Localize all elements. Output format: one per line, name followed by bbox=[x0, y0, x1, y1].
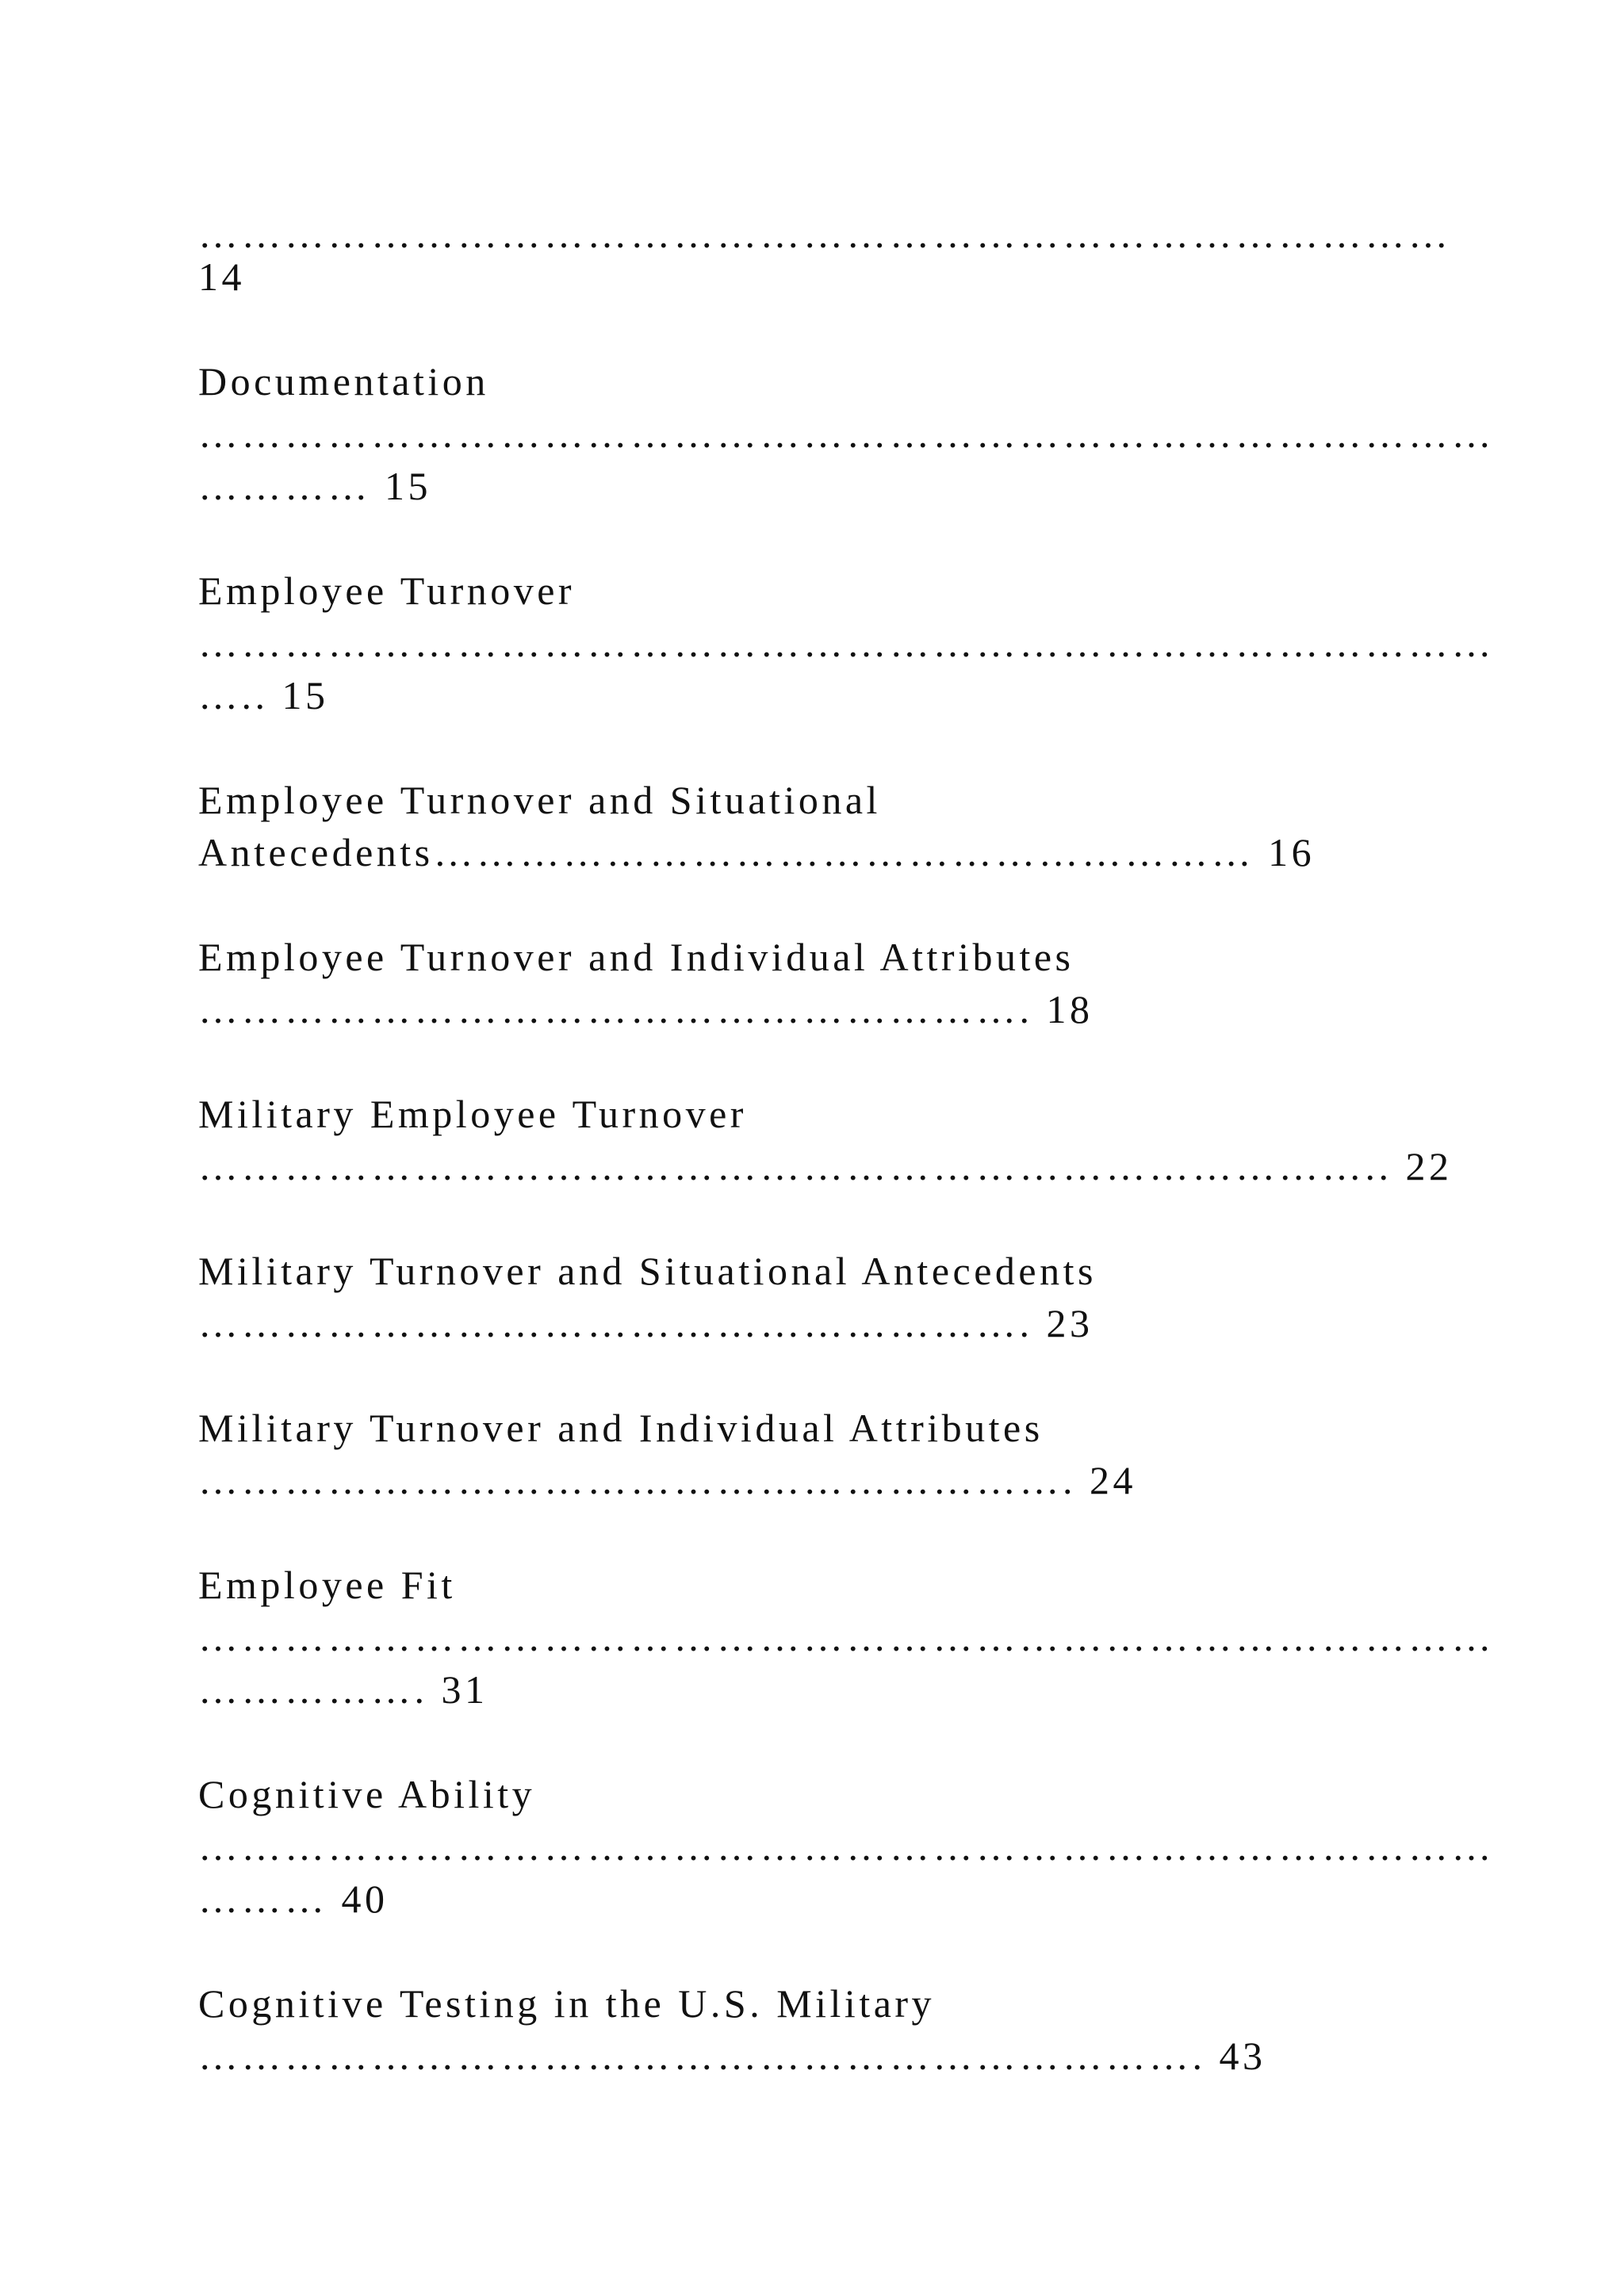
toc-leader-page-number: ……… 40 bbox=[198, 1877, 389, 1921]
toc-entry-title: Cognitive Ability bbox=[198, 1772, 536, 1816]
toc-leader-line: ……………………………………………………………………………… bbox=[198, 621, 1495, 665]
toc-page-number: 14 bbox=[198, 254, 245, 299]
toc-leader-page-number: ……………………………………………………. 24 bbox=[198, 1458, 1136, 1502]
toc-leader-line: ……………………………………………………………………………… bbox=[198, 1615, 1495, 1659]
toc-leader-page-number: ……………………………………………………………………….. 22 bbox=[198, 1144, 1453, 1188]
toc-entry-title: Military Turnover and Situational Antecedents bbox=[198, 1249, 1097, 1293]
toc-leader-line: …………………………………………………………………………… bbox=[198, 212, 1452, 256]
toc-leader-page-number: ……………………………………………………………. 43 bbox=[198, 2034, 1266, 2078]
toc-entry-title: Employee Turnover and Individual Attributes bbox=[198, 935, 1074, 979]
toc-entry-title: Employee Fit bbox=[198, 1563, 456, 1607]
toc-entry-title: Military Employee Turnover bbox=[198, 1092, 747, 1136]
toc-leader-page-number: ……………. 31 bbox=[198, 1667, 488, 1712]
toc-leader-line: ……………………………………………………………………………… bbox=[198, 1824, 1495, 1869]
toc-leader-line: ……………………………………………………………………………… bbox=[198, 411, 1495, 456]
toc-entry-title: Cognitive Testing in the U.S. Military bbox=[198, 1981, 936, 2026]
toc-entry-title: Employee Turnover bbox=[198, 568, 576, 613]
toc-leader-page-number: ….. 15 bbox=[198, 673, 329, 718]
toc-entry-title: Military Turnover and Individual Attributes bbox=[198, 1406, 1044, 1450]
toc-leader-page-number: …………………………………………………. 18 bbox=[198, 987, 1094, 1031]
toc-entry-title: Employee Turnover and Situational bbox=[198, 778, 881, 822]
toc-entry-title: Documentation bbox=[198, 359, 489, 404]
toc-leader-page-number: ………… 15 bbox=[198, 464, 431, 508]
toc-leader-page-number: Antecedents………………………………………………… 16 bbox=[198, 830, 1316, 874]
toc-leader-page-number: …………………………………………………. 23 bbox=[198, 1301, 1094, 1345]
